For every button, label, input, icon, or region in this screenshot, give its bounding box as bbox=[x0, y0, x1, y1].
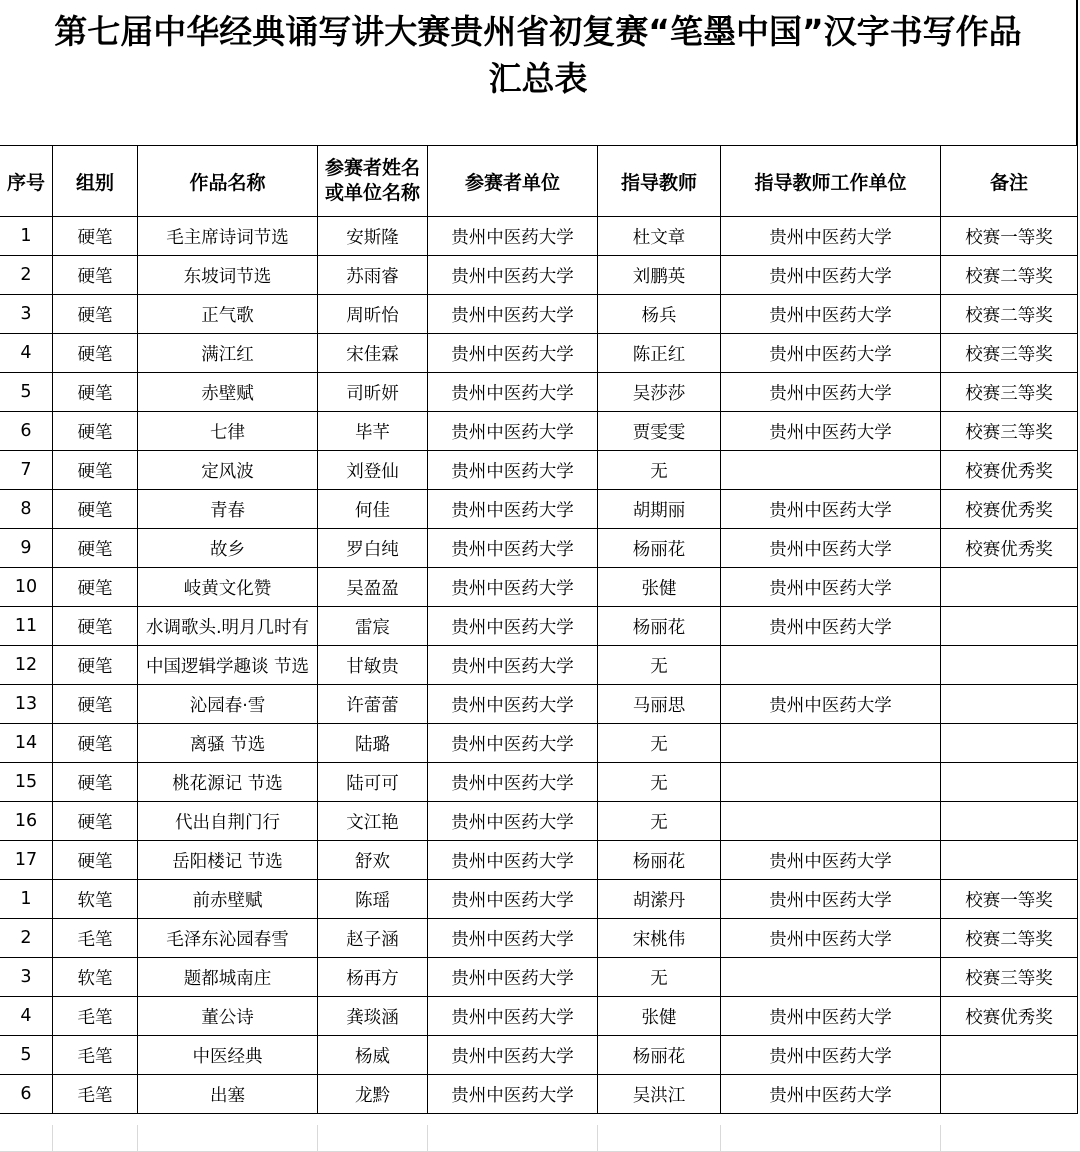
cell-teacher-unit: 贵州中医药大学 bbox=[721, 334, 941, 373]
table-row bbox=[0, 1075, 1078, 1114]
cell-group: 硬笔 bbox=[53, 412, 138, 451]
cell-teacher-unit bbox=[721, 958, 941, 997]
cell-teacher-unit: 贵州中医药大学 bbox=[721, 997, 941, 1036]
cell-participant-name: 陈瑶 bbox=[318, 880, 428, 919]
cell-teacher: 胡潆丹 bbox=[598, 880, 721, 919]
header-name-line-1: 参赛者姓名 bbox=[324, 157, 420, 179]
cell-participant-name: 吴盈盈 bbox=[318, 568, 428, 607]
cell-seq: 1 bbox=[0, 217, 53, 256]
cell-participant-name: 许蕾蕾 bbox=[318, 685, 428, 724]
table-row bbox=[0, 802, 1078, 841]
empty-sheet-area bbox=[0, 1125, 1080, 1152]
table-row bbox=[0, 646, 1078, 685]
cell-group: 硬笔 bbox=[53, 685, 138, 724]
table-row bbox=[0, 256, 1078, 295]
cell-note bbox=[941, 607, 1078, 646]
cell-teacher: 无 bbox=[598, 958, 721, 997]
cell-work: 故乡 bbox=[138, 529, 318, 568]
cell-participant-unit: 贵州中医药大学 bbox=[428, 841, 598, 880]
cell-teacher-unit: 贵州中医药大学 bbox=[721, 412, 941, 451]
cell-seq: 6 bbox=[0, 1075, 53, 1114]
cell-note: 校赛优秀奖 bbox=[941, 451, 1078, 490]
cell-teacher-unit: 贵州中医药大学 bbox=[721, 295, 941, 334]
cell-participant-unit: 贵州中医药大学 bbox=[428, 997, 598, 1036]
cell-work: 中医经典 bbox=[138, 1036, 318, 1075]
cell-group: 毛笔 bbox=[53, 1075, 138, 1114]
header-row bbox=[0, 146, 1078, 217]
cell-teacher: 无 bbox=[598, 451, 721, 490]
cell-seq: 11 bbox=[0, 607, 53, 646]
cell-group: 硬笔 bbox=[53, 490, 138, 529]
cell-teacher-unit bbox=[721, 646, 941, 685]
cell-participant-unit: 贵州中医药大学 bbox=[428, 529, 598, 568]
cell-participant-unit: 贵州中医药大学 bbox=[428, 256, 598, 295]
cell-note bbox=[941, 802, 1078, 841]
header-teacher: 指导教师 bbox=[598, 146, 721, 217]
cell-work: 岳阳楼记 节选 bbox=[138, 841, 318, 880]
cell-seq: 1 bbox=[0, 880, 53, 919]
cell-seq: 6 bbox=[0, 412, 53, 451]
cell-teacher-unit: 贵州中医药大学 bbox=[721, 490, 941, 529]
header-participant-unit: 参赛者单位 bbox=[428, 146, 598, 217]
cell-group: 硬笔 bbox=[53, 451, 138, 490]
cell-seq: 4 bbox=[0, 334, 53, 373]
cell-participant-name: 雷宸 bbox=[318, 607, 428, 646]
cell-participant-unit: 贵州中医药大学 bbox=[428, 412, 598, 451]
cell-group: 硬笔 bbox=[53, 334, 138, 373]
cell-note: 校赛一等奖 bbox=[941, 217, 1078, 256]
cell-work: 董公诗 bbox=[138, 997, 318, 1036]
cell-teacher-unit: 贵州中医药大学 bbox=[721, 373, 941, 412]
table-row bbox=[0, 1036, 1078, 1075]
cell-participant-unit: 贵州中医药大学 bbox=[428, 568, 598, 607]
cell-teacher: 宋桃伟 bbox=[598, 919, 721, 958]
cell-work: 前赤壁赋 bbox=[138, 880, 318, 919]
cell-teacher: 无 bbox=[598, 646, 721, 685]
cell-teacher: 杨兵 bbox=[598, 295, 721, 334]
cell-teacher: 无 bbox=[598, 802, 721, 841]
cell-participant-unit: 贵州中医药大学 bbox=[428, 295, 598, 334]
cell-participant-unit: 贵州中医药大学 bbox=[428, 217, 598, 256]
table-row bbox=[0, 334, 1078, 373]
cell-teacher: 胡期丽 bbox=[598, 490, 721, 529]
cell-participant-unit: 贵州中医药大学 bbox=[428, 490, 598, 529]
cell-group: 硬笔 bbox=[53, 802, 138, 841]
cell-group: 毛笔 bbox=[53, 919, 138, 958]
entries-table bbox=[0, 145, 1078, 1114]
cell-teacher: 贾雯雯 bbox=[598, 412, 721, 451]
cell-participant-name: 安斯隆 bbox=[318, 217, 428, 256]
cell-seq: 13 bbox=[0, 685, 53, 724]
cell-teacher: 张健 bbox=[598, 568, 721, 607]
cell-teacher: 陈正红 bbox=[598, 334, 721, 373]
cell-seq: 10 bbox=[0, 568, 53, 607]
cell-work: 离骚 节选 bbox=[138, 724, 318, 763]
cell-seq: 15 bbox=[0, 763, 53, 802]
cell-teacher-unit bbox=[721, 802, 941, 841]
cell-participant-name: 宋佳霖 bbox=[318, 334, 428, 373]
table-row bbox=[0, 607, 1078, 646]
cell-work: 中国逻辑学趣谈 节选 bbox=[138, 646, 318, 685]
cell-group: 硬笔 bbox=[53, 256, 138, 295]
cell-participant-name: 周昕怡 bbox=[318, 295, 428, 334]
cell-participant-unit: 贵州中医药大学 bbox=[428, 919, 598, 958]
table-row bbox=[0, 958, 1078, 997]
cell-seq: 5 bbox=[0, 373, 53, 412]
title-line-2: 汇总表 bbox=[488, 59, 588, 98]
cell-participant-name: 刘登仙 bbox=[318, 451, 428, 490]
cell-teacher: 马丽思 bbox=[598, 685, 721, 724]
cell-teacher: 吴莎莎 bbox=[598, 373, 721, 412]
cell-teacher-unit: 贵州中医药大学 bbox=[721, 841, 941, 880]
table-row bbox=[0, 217, 1078, 256]
cell-note: 校赛优秀奖 bbox=[941, 997, 1078, 1036]
cell-note: 校赛三等奖 bbox=[941, 958, 1078, 997]
cell-seq: 7 bbox=[0, 451, 53, 490]
header-group: 组别 bbox=[53, 146, 138, 217]
table-row bbox=[0, 373, 1078, 412]
cell-participant-name: 舒欢 bbox=[318, 841, 428, 880]
cell-work: 毛泽东沁园春雪 bbox=[138, 919, 318, 958]
cell-work: 正气歌 bbox=[138, 295, 318, 334]
cell-participant-unit: 贵州中医药大学 bbox=[428, 373, 598, 412]
cell-note bbox=[941, 841, 1078, 880]
table-row bbox=[0, 295, 1078, 334]
cell-participant-name: 陆璐 bbox=[318, 724, 428, 763]
cell-note: 校赛三等奖 bbox=[941, 334, 1078, 373]
cell-teacher-unit: 贵州中医药大学 bbox=[721, 217, 941, 256]
table-row bbox=[0, 412, 1078, 451]
table-row bbox=[0, 529, 1078, 568]
cell-seq: 2 bbox=[0, 919, 53, 958]
cell-participant-name: 杨威 bbox=[318, 1036, 428, 1075]
cell-seq: 17 bbox=[0, 841, 53, 880]
cell-teacher-unit: 贵州中医药大学 bbox=[721, 1075, 941, 1114]
cell-seq: 2 bbox=[0, 256, 53, 295]
cell-participant-name: 罗白纯 bbox=[318, 529, 428, 568]
cell-participant-name: 甘敏贵 bbox=[318, 646, 428, 685]
header-participant-name bbox=[318, 146, 428, 217]
cell-group: 硬笔 bbox=[53, 763, 138, 802]
cell-work: 代出自荆门行 bbox=[138, 802, 318, 841]
document-title bbox=[0, 0, 1078, 145]
cell-participant-name: 文江艳 bbox=[318, 802, 428, 841]
cell-note: 校赛优秀奖 bbox=[941, 529, 1078, 568]
cell-teacher: 杨丽花 bbox=[598, 1036, 721, 1075]
cell-group: 硬笔 bbox=[53, 646, 138, 685]
cell-participant-name: 杨再方 bbox=[318, 958, 428, 997]
cell-work: 毛主席诗词节选 bbox=[138, 217, 318, 256]
cell-teacher: 刘鹏英 bbox=[598, 256, 721, 295]
cell-work: 七律 bbox=[138, 412, 318, 451]
table-row bbox=[0, 841, 1078, 880]
cell-note bbox=[941, 724, 1078, 763]
cell-group: 毛笔 bbox=[53, 1036, 138, 1075]
cell-work: 桃花源记 节选 bbox=[138, 763, 318, 802]
cell-group: 硬笔 bbox=[53, 217, 138, 256]
header-work: 作品名称 bbox=[138, 146, 318, 217]
cell-participant-name: 龙黔 bbox=[318, 1075, 428, 1114]
cell-teacher: 杨丽花 bbox=[598, 841, 721, 880]
cell-participant-name: 司昕妍 bbox=[318, 373, 428, 412]
table-row bbox=[0, 685, 1078, 724]
cell-participant-name: 何佳 bbox=[318, 490, 428, 529]
table-body bbox=[0, 217, 1078, 1114]
header-teacher-unit: 指导教师工作单位 bbox=[721, 146, 941, 217]
cell-note: 校赛一等奖 bbox=[941, 880, 1078, 919]
cell-participant-unit: 贵州中医药大学 bbox=[428, 607, 598, 646]
cell-seq: 16 bbox=[0, 802, 53, 841]
cell-teacher: 杜文章 bbox=[598, 217, 721, 256]
cell-teacher-unit: 贵州中医药大学 bbox=[721, 529, 941, 568]
cell-teacher-unit: 贵州中医药大学 bbox=[721, 685, 941, 724]
cell-note bbox=[941, 568, 1078, 607]
cell-participant-unit: 贵州中医药大学 bbox=[428, 334, 598, 373]
cell-note: 校赛二等奖 bbox=[941, 256, 1078, 295]
cell-teacher-unit: 贵州中医药大学 bbox=[721, 568, 941, 607]
cell-group: 硬笔 bbox=[53, 841, 138, 880]
cell-group: 硬笔 bbox=[53, 295, 138, 334]
cell-note: 校赛三等奖 bbox=[941, 373, 1078, 412]
cell-work: 出塞 bbox=[138, 1075, 318, 1114]
table-row bbox=[0, 880, 1078, 919]
cell-seq: 4 bbox=[0, 997, 53, 1036]
cell-note bbox=[941, 685, 1078, 724]
header-seq: 序号 bbox=[0, 146, 53, 217]
cell-teacher-unit: 贵州中医药大学 bbox=[721, 880, 941, 919]
cell-participant-unit: 贵州中医药大学 bbox=[428, 880, 598, 919]
cell-seq: 9 bbox=[0, 529, 53, 568]
cell-work: 东坡词节选 bbox=[138, 256, 318, 295]
cell-teacher: 张健 bbox=[598, 997, 721, 1036]
cell-note: 校赛优秀奖 bbox=[941, 490, 1078, 529]
cell-group: 毛笔 bbox=[53, 997, 138, 1036]
cell-participant-name: 赵子涵 bbox=[318, 919, 428, 958]
cell-participant-unit: 贵州中医药大学 bbox=[428, 802, 598, 841]
cell-note: 校赛三等奖 bbox=[941, 412, 1078, 451]
cell-teacher: 吴洪江 bbox=[598, 1075, 721, 1114]
cell-teacher-unit bbox=[721, 451, 941, 490]
cell-work: 题都城南庄 bbox=[138, 958, 318, 997]
title-line-1: 第七届中华经典诵写讲大赛贵州省初复赛“笔墨中国”汉字书写作品 bbox=[54, 12, 1022, 51]
cell-teacher-unit: 贵州中医药大学 bbox=[721, 607, 941, 646]
cell-participant-name: 苏雨睿 bbox=[318, 256, 428, 295]
cell-participant-unit: 贵州中医药大学 bbox=[428, 1036, 598, 1075]
cell-participant-name: 毕芊 bbox=[318, 412, 428, 451]
cell-group: 硬笔 bbox=[53, 529, 138, 568]
table-row bbox=[0, 919, 1078, 958]
cell-participant-unit: 贵州中医药大学 bbox=[428, 685, 598, 724]
cell-note bbox=[941, 646, 1078, 685]
cell-group: 硬笔 bbox=[53, 568, 138, 607]
cell-seq: 3 bbox=[0, 958, 53, 997]
cell-group: 软笔 bbox=[53, 958, 138, 997]
table-row bbox=[0, 451, 1078, 490]
cell-participant-name: 龚琰涵 bbox=[318, 997, 428, 1036]
cell-seq: 12 bbox=[0, 646, 53, 685]
cell-work: 岐黄文化赞 bbox=[138, 568, 318, 607]
table-row bbox=[0, 490, 1078, 529]
table-row bbox=[0, 997, 1078, 1036]
cell-teacher: 杨丽花 bbox=[598, 529, 721, 568]
cell-teacher: 无 bbox=[598, 763, 721, 802]
cell-participant-unit: 贵州中医药大学 bbox=[428, 763, 598, 802]
cell-participant-unit: 贵州中医药大学 bbox=[428, 724, 598, 763]
header-name-line-2: 或单位名称 bbox=[324, 182, 420, 204]
cell-group: 软笔 bbox=[53, 880, 138, 919]
cell-note: 校赛二等奖 bbox=[941, 919, 1078, 958]
cell-group: 硬笔 bbox=[53, 724, 138, 763]
cell-participant-unit: 贵州中医药大学 bbox=[428, 958, 598, 997]
cell-group: 硬笔 bbox=[53, 607, 138, 646]
table-row bbox=[0, 568, 1078, 607]
cell-seq: 5 bbox=[0, 1036, 53, 1075]
cell-participant-unit: 贵州中医药大学 bbox=[428, 646, 598, 685]
cell-work: 水调歌头.明月几时有 bbox=[138, 607, 318, 646]
cell-teacher: 杨丽花 bbox=[598, 607, 721, 646]
cell-note: 校赛二等奖 bbox=[941, 295, 1078, 334]
cell-work: 定风波 bbox=[138, 451, 318, 490]
cell-seq: 3 bbox=[0, 295, 53, 334]
cell-group: 硬笔 bbox=[53, 373, 138, 412]
table-row bbox=[0, 763, 1078, 802]
cell-note bbox=[941, 763, 1078, 802]
cell-seq: 8 bbox=[0, 490, 53, 529]
header-note: 备注 bbox=[941, 146, 1078, 217]
cell-teacher-unit bbox=[721, 763, 941, 802]
cell-participant-unit: 贵州中医药大学 bbox=[428, 1075, 598, 1114]
cell-note bbox=[941, 1075, 1078, 1114]
cell-participant-unit: 贵州中医药大学 bbox=[428, 451, 598, 490]
cell-participant-name: 陆可可 bbox=[318, 763, 428, 802]
cell-teacher-unit: 贵州中医药大学 bbox=[721, 919, 941, 958]
cell-teacher-unit: 贵州中医药大学 bbox=[721, 1036, 941, 1075]
cell-work: 满江红 bbox=[138, 334, 318, 373]
cell-teacher-unit: 贵州中医药大学 bbox=[721, 256, 941, 295]
cell-work: 沁园春·雪 bbox=[138, 685, 318, 724]
cell-teacher: 无 bbox=[598, 724, 721, 763]
cell-work: 赤壁赋 bbox=[138, 373, 318, 412]
cell-note bbox=[941, 1036, 1078, 1075]
cell-work: 青春 bbox=[138, 490, 318, 529]
cell-seq: 14 bbox=[0, 724, 53, 763]
table-row bbox=[0, 724, 1078, 763]
cell-teacher-unit bbox=[721, 724, 941, 763]
